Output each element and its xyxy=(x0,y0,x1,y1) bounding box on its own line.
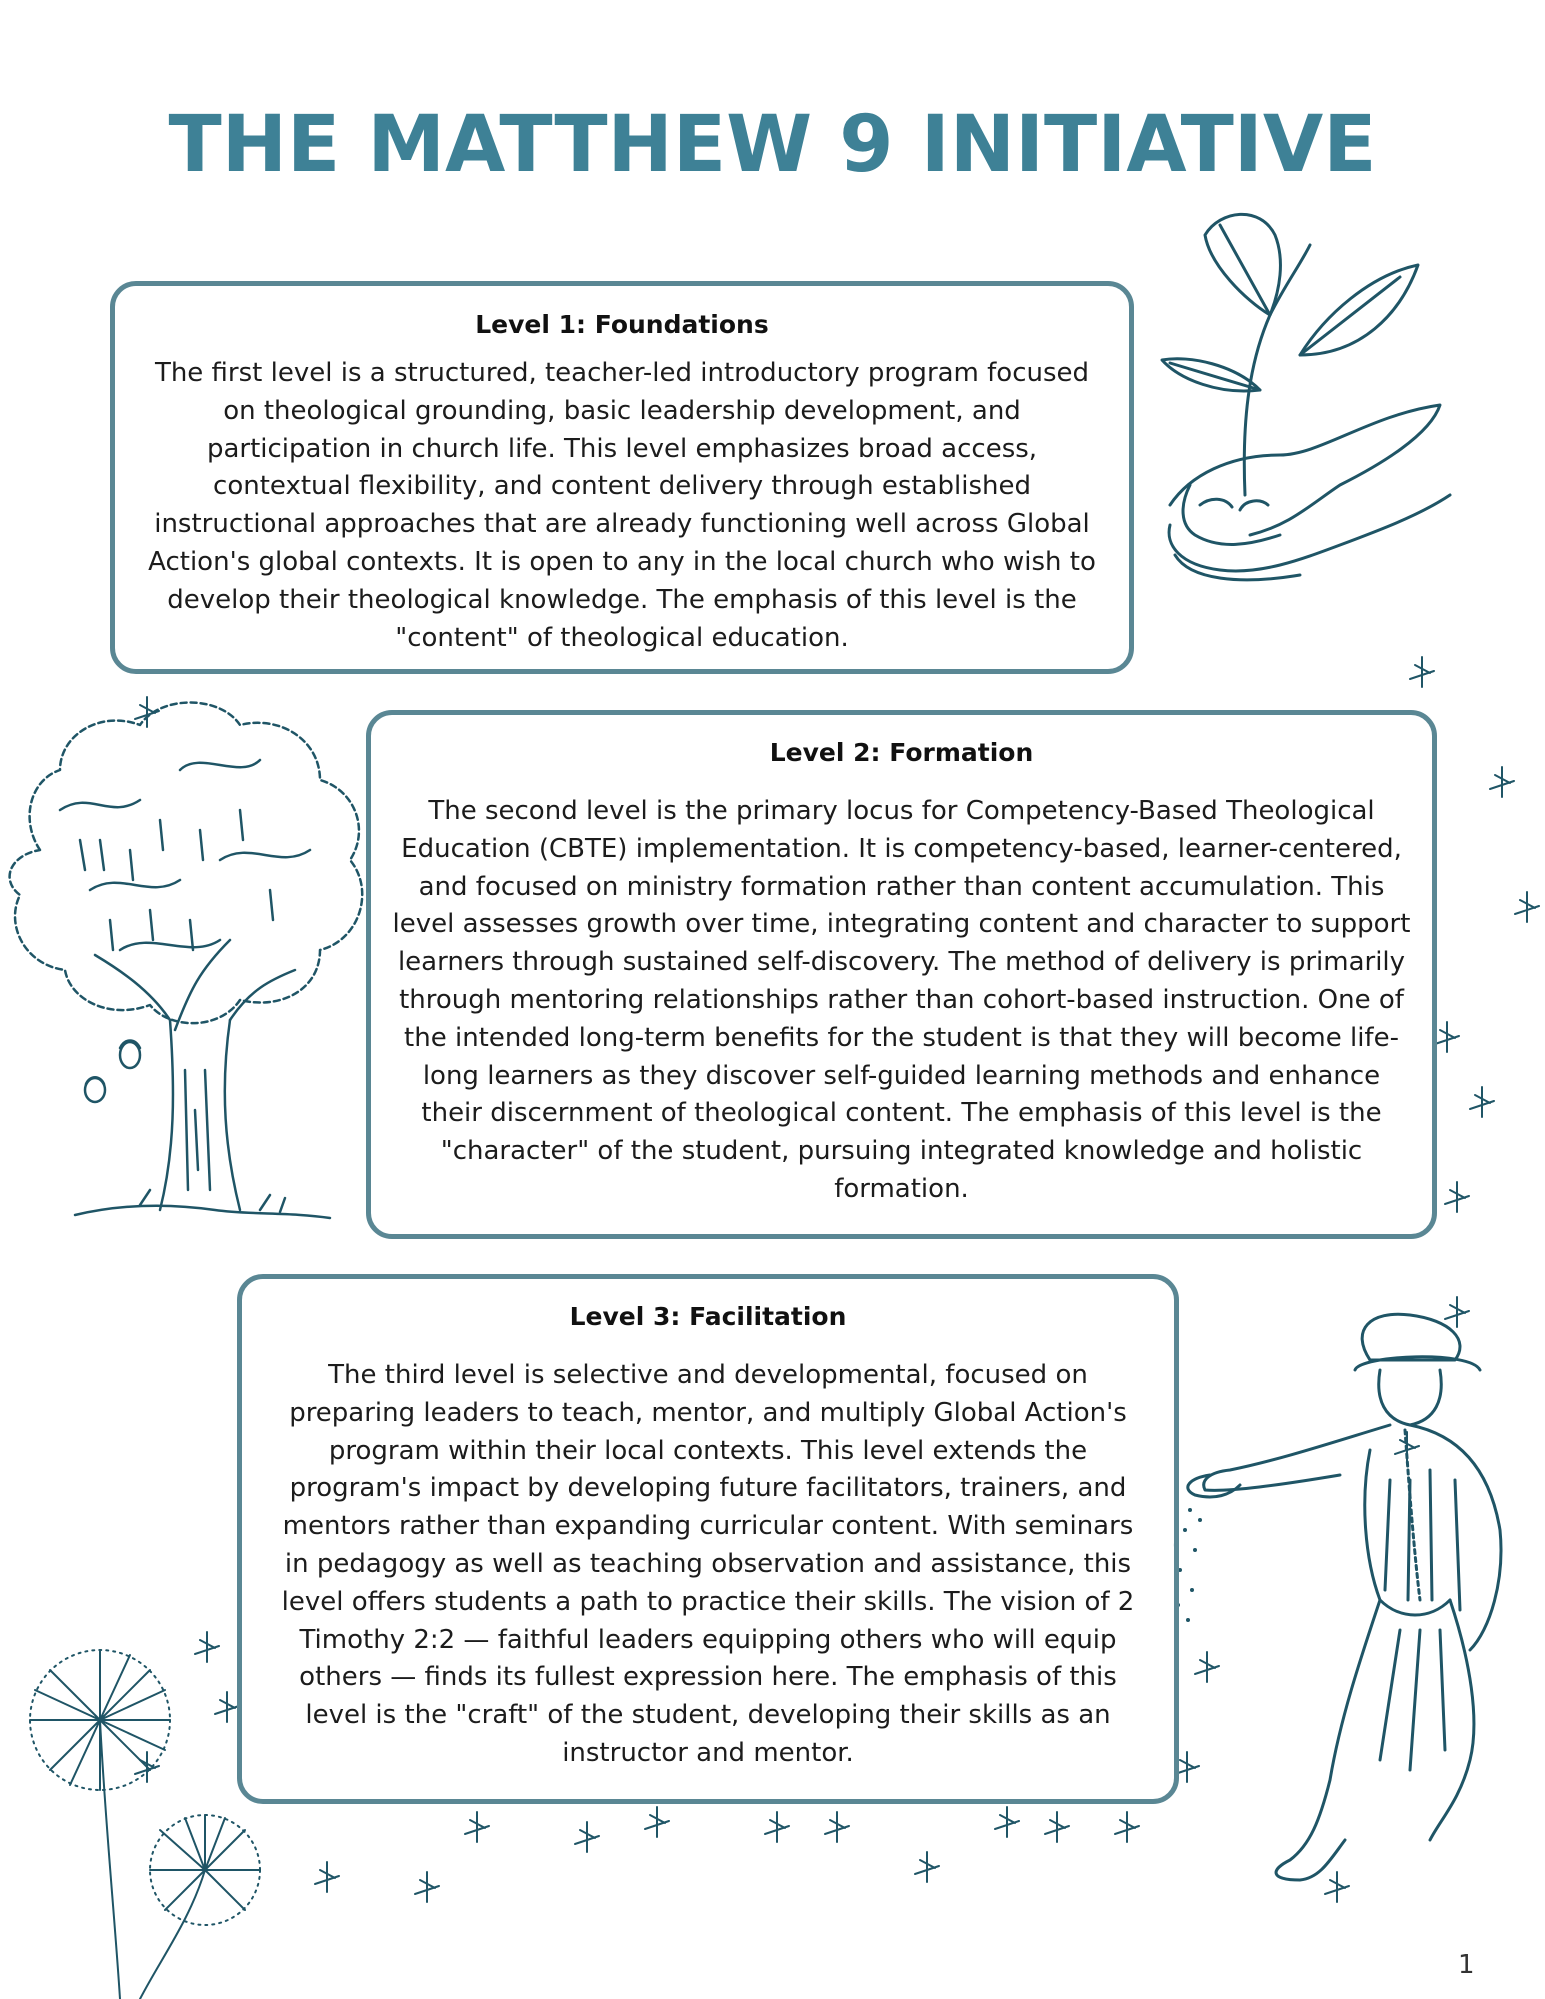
page-title: THE MATTHEW 9 INITIATIVE xyxy=(168,100,1377,190)
level-2-body: The second level is the primary locus for Competency-Based Theological Education (CBTE) implementation. It is competency-based, learner-centered, and focused on ministry formation rather than content accumulation. This level assesses growth over time, integrating content and character to support learners through sustained self-discovery. The method of delivery is primarily through mentoring relationships rather than cohort-based instruction. One of the intended long-term benefits for the student is that they will become life-long learners as they discover self-guided learning methods and enhance their discernment of theological content. The emphasis of this level is the "character" of the student, pursuing integrated knowledge and holistic formation. xyxy=(392,796,1411,1204)
level-1-card xyxy=(110,281,1134,674)
level-1-body: The first level is a structured, teacher-led introductory program focused on theological grounding, basic leadership development, and participation in church life. This level emphasizes broad access, contextual flexibility, and content delivery through established instructional approaches that are already functioning well across Global Action's global contexts. It is open to any in the local church who wish to develop their theological knowledge. The emphasis of this level is the "content" of theological education. xyxy=(148,358,1096,653)
level-3-heading: Level 3: Facilitation xyxy=(569,1302,847,1331)
page-number: 1 xyxy=(1458,1950,1475,1980)
level-2-card xyxy=(366,710,1437,1239)
level-2-heading: Level 2: Formation xyxy=(769,738,1034,767)
level-3-body: The third level is selective and developmental, focused on preparing leaders to teach, mentor, and multiply Global Action's program within their local contexts. This level extends the program's impact by developing future facilitators, trainers, and mentors rather than expanding curricular content. With seminars in pedagogy as well as teaching observation and assistance, this level offers students a path to practice their skills. The vision of 2 Timothy 2:2 — faithful leaders equipping others who will equip others — finds its fullest expression here. The emphasis of this level is the "craft" of the student, developing their skills as an instructor and mentor. xyxy=(281,1360,1135,1768)
level-3-card xyxy=(237,1274,1179,1804)
level-1-heading: Level 1: Foundations xyxy=(475,310,769,339)
